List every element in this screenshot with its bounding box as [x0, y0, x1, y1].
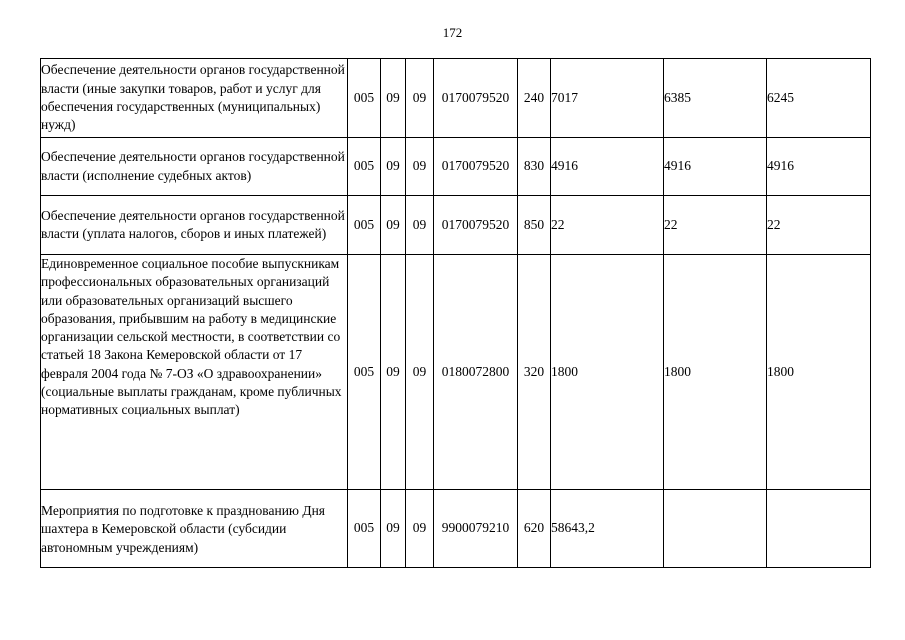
amount-year-2-cell — [664, 490, 767, 568]
ministry-code-cell: 005 — [348, 490, 381, 568]
amount-year-1-cell: 4916 — [551, 138, 664, 196]
amount-year-1-cell: 7017 — [551, 59, 664, 138]
subsection-code-cell: 09 — [406, 59, 434, 138]
amount-year-3-cell: 6245 — [767, 59, 871, 138]
table-row — [41, 196, 871, 255]
expense-type-cell: 240 — [518, 59, 551, 138]
expense-type-cell: 620 — [518, 490, 551, 568]
expense-name-cell: Обеспечение деятельности органов государственной власти (уплата налогов, сборов и иных платежей) — [41, 196, 348, 255]
section-code-cell: 09 — [381, 196, 406, 255]
section-code-cell: 09 — [381, 255, 406, 490]
budget-table — [40, 58, 871, 568]
ministry-code-cell: 005 — [348, 255, 381, 490]
table-row — [41, 255, 871, 490]
amount-year-3-cell: 1800 — [767, 255, 871, 490]
section-code-cell: 09 — [381, 59, 406, 138]
amount-year-1-cell: 58643,2 — [551, 490, 664, 568]
amount-year-3-cell — [767, 490, 871, 568]
subsection-code-cell: 09 — [406, 196, 434, 255]
target-article-cell: 0170079520 — [434, 59, 518, 138]
subsection-code-cell: 09 — [406, 255, 434, 490]
expense-type-cell: 850 — [518, 196, 551, 255]
expense-name-cell: Единовременное социальное пособие выпускникам профессиональных образовательных организаций или образовательных организаций высшего образования, прибывшим на работу в медицинские организации сельской местности, в соответствии со статьей 18 Закона Кемеровской области от 17 февраля 2004 года № 7-ОЗ «О здравоохранении» (социальные выплаты гражданам, кроме публичных нормативных социальных выплат) — [41, 255, 348, 490]
subsection-code-cell: 09 — [406, 138, 434, 196]
section-code-cell: 09 — [381, 138, 406, 196]
target-article-cell: 9900079210 — [434, 490, 518, 568]
ministry-code-cell: 005 — [348, 59, 381, 138]
target-article-cell: 0180072800 — [434, 255, 518, 490]
table-row — [41, 490, 871, 568]
expense-name-cell: Мероприятия по подготовке к празднованию Дня шахтера в Кемеровской области (субсидии автономным учреждениям) — [41, 490, 348, 568]
target-article-cell: 0170079520 — [434, 196, 518, 255]
expense-type-cell: 320 — [518, 255, 551, 490]
ministry-code-cell: 005 — [348, 138, 381, 196]
amount-year-2-cell: 6385 — [664, 59, 767, 138]
amount-year-2-cell: 4916 — [664, 138, 767, 196]
expense-name-cell: Обеспечение деятельности органов государственной власти (иные закупки товаров, работ и услуг для обеспечения государственных (муниципальных) нужд) — [41, 59, 348, 138]
amount-year-2-cell: 22 — [664, 196, 767, 255]
table-row — [41, 138, 871, 196]
amount-year-3-cell: 4916 — [767, 138, 871, 196]
amount-year-1-cell: 1800 — [551, 255, 664, 490]
expense-type-cell: 830 — [518, 138, 551, 196]
expense-name-cell: Обеспечение деятельности органов государственной власти (исполнение судебных актов) — [41, 138, 348, 196]
ministry-code-cell: 005 — [348, 196, 381, 255]
amount-year-2-cell: 1800 — [664, 255, 767, 490]
table-row — [41, 59, 871, 138]
amount-year-3-cell: 22 — [767, 196, 871, 255]
target-article-cell: 0170079520 — [434, 138, 518, 196]
page-number: 172 — [442, 25, 463, 40]
amount-year-1-cell: 22 — [551, 196, 664, 255]
section-code-cell: 09 — [381, 490, 406, 568]
subsection-code-cell: 09 — [406, 490, 434, 568]
